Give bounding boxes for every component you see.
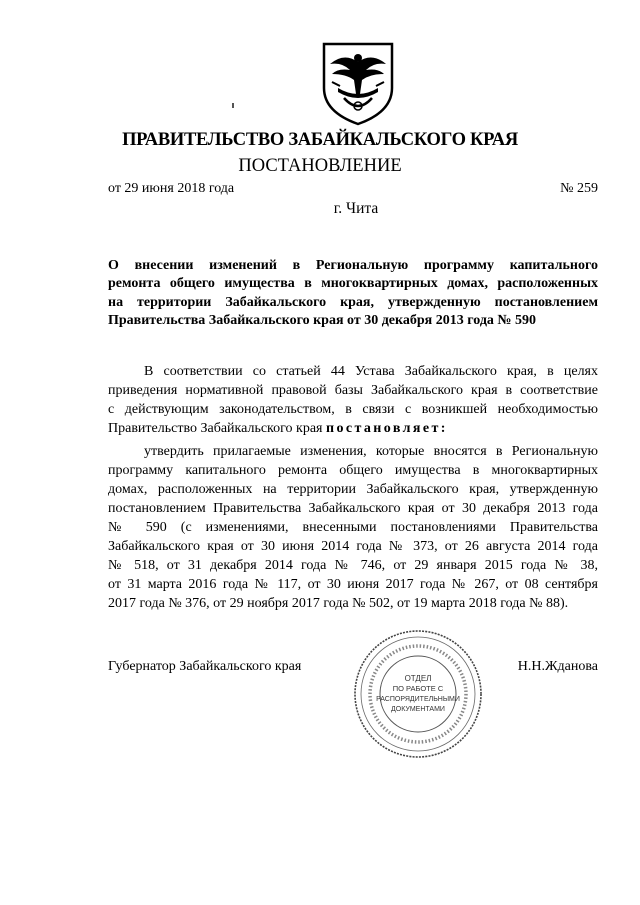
resolve-keyword: постановляет: [325,421,448,436]
scan-artifact [232,103,234,108]
body-line: программу капитального ремонта общего имущества в многоквартирных [108,463,598,478]
body-line: 2017 года № 376, от 29 ноября 2017 года № 502, от 19 марта 2018 года № 88). [108,596,569,611]
document-date: от 29 июня 2018 года [108,181,235,196]
subject-line: О внесении изменений в Региональную программу капитального [108,258,598,273]
stamp-line: ОТДЕЛ [404,674,432,683]
body-line: утвердить прилагаемые изменения, которые вносятся в Региональную [144,444,598,459]
preamble-line-final [108,419,598,438]
subject-line: на территории Забайкальского края, утвержденную постановлением [108,294,598,310]
body-line: № 518, от 31 декабря 2014 года № 746, от 29 января 2015 года № 38, [108,558,598,573]
preamble-line: приведения нормативной правовой базы Забайкальского края в соответствие [108,383,598,398]
signatory-position: Губернатор Забайкальского края [108,659,302,674]
government-title: ПРАВИТЕЛЬСТВО ЗАБАЙКАЛЬСКОГО КРАЯ [122,130,518,150]
resolution-paragraph [108,442,598,613]
body-line: постановлением Правительства Забайкальского края от 30 декабря 2013 года [108,501,598,516]
official-stamp [352,628,484,760]
coat-of-arms-icon [318,40,398,126]
body-line: домах, расположенных на территории Забайкальского края, утвержденную [108,482,598,497]
document-subject [108,257,598,331]
stamp-line: ДОКУМЕНТАМИ [391,706,445,713]
document-city: г. Чита [333,200,379,217]
body-line: № 590 (с изменениями, внесенными постановлениями Правительства [108,520,598,535]
preamble-line: с действующим законодательством, в связи с возникшей необходимостью [108,402,598,417]
preamble-paragraph [108,362,598,438]
subject-line: ремонта общего имущества в многоквартирных домах, расположенных [108,276,598,292]
document-type: ПОСТАНОВЛЕНИЕ [238,156,402,176]
signatory-name: Н.Н.Жданова [517,659,598,674]
document-number: № 259 [560,181,598,196]
stamp-line: РАСПОРЯДИТЕЛЬНЫМИ [376,696,460,703]
body-line: Забайкальского края от 30 июня 2014 года № 373, от 26 августа 2014 года [108,539,598,554]
stamp-line: ПО РАБОТЕ С [392,684,444,693]
body-line: от 31 марта 2016 года № 117, от 30 июня 2017 года № 267, от 08 сентября [108,577,598,592]
subject-line: Правительства Забайкальского края от 30 декабря 2013 года № 590 [108,313,536,329]
preamble-line: В соответствии со статьей 44 Устава Забайкальского края, в целях [144,364,598,379]
preamble-text: Правительство Забайкальского края [108,421,326,436]
